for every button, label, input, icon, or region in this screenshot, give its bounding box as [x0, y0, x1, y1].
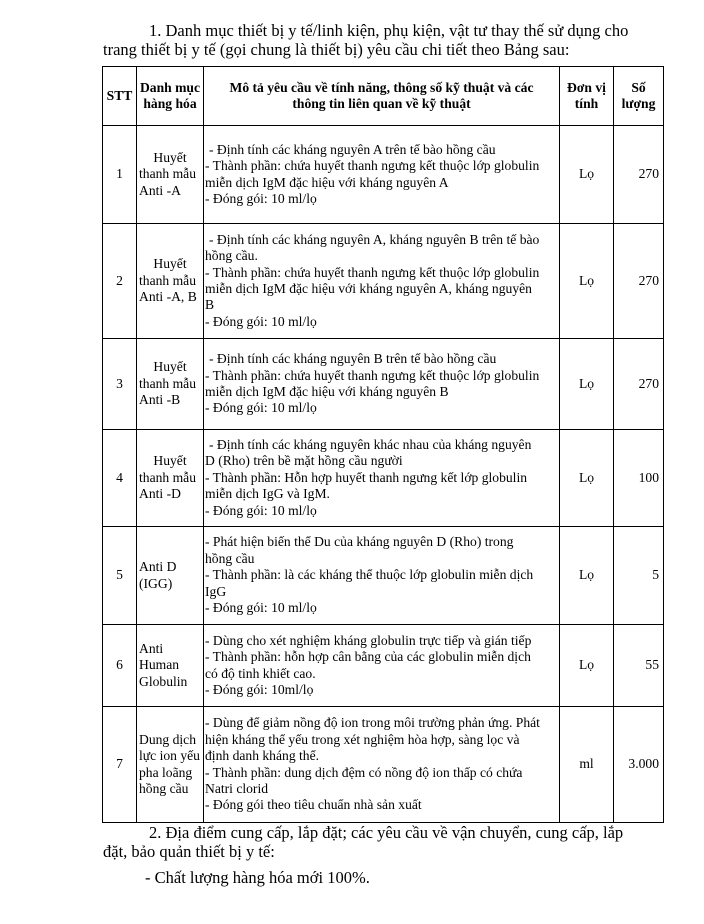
row-unit: Lọ: [560, 625, 614, 707]
table-row: [103, 625, 664, 707]
table-row: [103, 707, 664, 823]
row-quantity: 5: [614, 527, 664, 625]
row-name: Huyết thanh mẫu Anti -B: [137, 339, 204, 430]
row-name: Dung dịch lực ion yếu pha loãng hồng cầu: [137, 707, 204, 823]
row-quantity: 270: [614, 339, 664, 430]
table-row: [103, 126, 664, 224]
row-name: Anti Human Globulin: [137, 625, 204, 707]
row-stt: 4: [103, 430, 137, 527]
table-row: [103, 527, 664, 625]
section-2-paragraph: [103, 823, 661, 861]
row-quantity: 3.000: [614, 707, 664, 823]
table-row: [103, 224, 664, 339]
row-stt: 5: [103, 527, 137, 625]
row-description: - Phát hiện biến thể Du của kháng nguyên D (Rho) trong hồng cầu - Thành phần: là các kháng thể thuộc lớp globulin miễn dịch IgG - Đóng gói: 10 ml/lọ: [204, 527, 560, 625]
row-stt: 6: [103, 625, 137, 707]
header-unit: Đơn vị tính: [560, 67, 614, 126]
row-description: - Định tính các kháng nguyên A, kháng nguyên B trên tế bào hồng cầu. - Thành phần: chứa huyết thanh ngưng kết thuộc lớp globulin miễn dịch IgM đặc hiệu với kháng nguyên A, kháng nguyên B - Đóng gói: 10 ml/lọ: [204, 224, 560, 339]
row-quantity: 270: [614, 126, 664, 224]
table-header-row: [103, 67, 664, 126]
row-stt: 2: [103, 224, 137, 339]
row-quantity: 270: [614, 224, 664, 339]
intro-line-2: trang thiết bị y tế (gọi chung là thiết bị) yêu cầu chi tiết theo Bảng sau:: [103, 40, 570, 59]
row-stt: 3: [103, 339, 137, 430]
row-description: - Dùng cho xét nghiệm kháng globulin trực tiếp và gián tiếp - Thành phần: hỗn hợp cân bằng của các globulin miễn dịch có độ tinh khiết cao. - Đóng gói: 10ml/lọ: [204, 625, 560, 707]
row-unit: Lọ: [560, 430, 614, 527]
header-quantity: Số lượng: [614, 67, 664, 126]
row-quantity: 100: [614, 430, 664, 527]
quality-line: - Chất lượng hàng hóa mới 100%.: [145, 868, 370, 887]
row-unit: Lọ: [560, 527, 614, 625]
equipment-table: [102, 66, 664, 823]
intro-line-1: 1. Danh mục thiết bị y tế/linh kiện, phụ kiện, vật tư thay thế sử dụng cho: [149, 21, 629, 40]
row-unit: Lọ: [560, 339, 614, 430]
table-row: [103, 430, 664, 527]
row-name: Huyết thanh mẫu Anti -A: [137, 126, 204, 224]
row-quantity: 55: [614, 625, 664, 707]
header-name: Danh mục hàng hóa: [137, 67, 204, 126]
row-description: - Định tính các kháng nguyên B trên tế bào hồng cầu - Thành phần: chứa huyết thanh ngưng kết thuộc lớp globulin miễn dịch IgM đặc hiệu với kháng nguyên B - Đóng gói: 10 ml/lọ: [204, 339, 560, 430]
header-stt: STT: [103, 67, 137, 126]
row-unit: Lọ: [560, 224, 614, 339]
row-name: Huyết thanh mẫu Anti -A, B: [137, 224, 204, 339]
row-name: Huyết thanh mẫu Anti -D: [137, 430, 204, 527]
row-stt: 1: [103, 126, 137, 224]
row-description: - Định tính các kháng nguyên khác nhau của kháng nguyên D (Rho) trên bề mặt hồng cầu người - Thành phần: Hỗn hợp huyết thanh ngưng kết lớp globulin miễn dịch IgG và IgM. - Đóng gói: 10 ml/lọ: [204, 430, 560, 527]
row-unit: Lọ: [560, 126, 614, 224]
table-row: [103, 339, 664, 430]
row-name: Anti D (IGG): [137, 527, 204, 625]
header-description: Mô tả yêu cầu về tính năng, thông số kỹ thuật và các thông tin liên quan về kỹ thuật: [204, 67, 560, 126]
section-2-line-2: đặt, bảo quản thiết bị y tế:: [103, 842, 275, 861]
section-2-line-1: 2. Địa điểm cung cấp, lắp đặt; các yêu cầu về vận chuyển, cung cấp, lắp: [149, 823, 624, 842]
row-description: - Dùng để giảm nồng độ ion trong môi trường phản ứng. Phát hiện kháng thể yếu trong xét nghiệm hòa hợp, sàng lọc và định danh kháng thể. - Thành phần: dung dịch đệm có nồng độ ion thấp có chứa Natri clorid - Đóng gói theo tiêu chuẩn nhà sản xuất: [204, 707, 560, 823]
row-description: - Định tính các kháng nguyên A trên tế bào hồng cầu - Thành phần: chứa huyết thanh ngưng kết thuộc lớp globulin miễn dịch IgM đặc hiệu với kháng nguyên A - Đóng gói: 10 ml/lọ: [204, 126, 560, 224]
row-stt: 7: [103, 707, 137, 823]
row-unit: ml: [560, 707, 614, 823]
intro-paragraph: [103, 21, 661, 59]
